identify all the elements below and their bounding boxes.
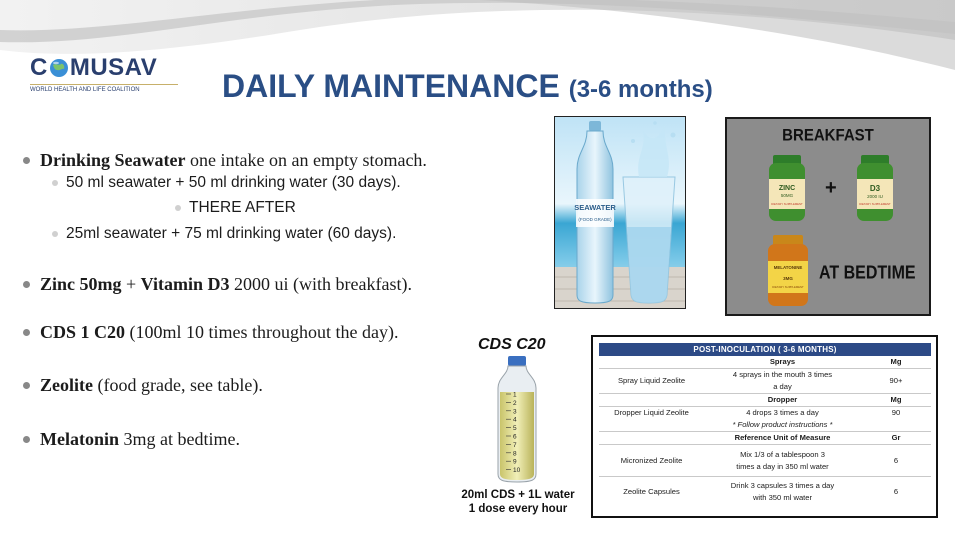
d3-type: DIETARY SUPPLEMENT	[859, 202, 891, 206]
bullet-dot	[23, 281, 30, 288]
bullet-dot	[23, 157, 30, 164]
dose-cell	[704, 477, 861, 507]
logo-wordmark	[30, 54, 180, 82]
bottle-label: SEAWATER	[574, 203, 616, 212]
bullet-zinc	[40, 274, 412, 295]
page-title	[222, 68, 713, 105]
logo-letters-musav: MUSAV	[69, 54, 158, 81]
zinc-label: ZINC	[778, 185, 796, 192]
cds-title: CDS C20	[478, 336, 546, 353]
bullet-dot	[23, 329, 30, 336]
bullet-melatonin-text: 3mg at bedtime.	[119, 429, 240, 449]
section-name: Reference Unit of Measure	[704, 432, 861, 445]
melatonin-dose: 3MG	[783, 276, 793, 281]
product-note: * Follow product instructions *	[704, 419, 861, 432]
logo-tagline: WORLD HEALTH AND LIFE COALITION	[30, 84, 178, 93]
zinc-type: DIETARY SUPPLEMENT	[771, 202, 803, 206]
section-unit: Mg	[861, 356, 931, 369]
post-inoculation-table	[599, 343, 931, 507]
cds-scale-label: 8	[513, 450, 517, 458]
post-inoculation-table-frame	[591, 335, 938, 518]
bedtime-title: AT BEDTIME	[819, 263, 916, 284]
dose-line1: Mix 1/3 of a tablespoon 3	[740, 449, 825, 459]
bullet-zinc-plus: +	[121, 274, 141, 294]
cds-bottle-image	[486, 356, 548, 484]
cds-caption-line1: 20ml CDS + 1L water	[461, 489, 575, 501]
globe-icon	[49, 58, 69, 78]
d3-label: D3	[869, 184, 881, 193]
seawater-photo	[554, 116, 686, 309]
dose-line2: with 350 ml water	[752, 492, 813, 502]
amount-cell: 6	[893, 486, 899, 496]
table-row	[599, 407, 931, 420]
logo-letter-c: C	[30, 54, 48, 81]
section-name: Dropper	[704, 394, 861, 407]
sub-bullet-3-text: 25ml seawater + 75 ml drinking water (60 days).	[66, 225, 397, 242]
cds-scale-label: 4	[513, 416, 517, 424]
product-name: Zeolite Capsules	[623, 486, 680, 496]
melatonin-bottle-image	[763, 233, 813, 309]
cds-scale-label: 10	[513, 467, 521, 475]
table-section-row	[599, 394, 931, 407]
cds-caption-line2: 1 dose every hour	[468, 503, 568, 515]
section-unit: Gr	[861, 432, 931, 445]
zinc-dose: 50MG	[780, 193, 794, 198]
bullet-cds-text: (100ml 10 times throughout the day).	[125, 322, 399, 342]
plus-sign: +	[825, 177, 837, 199]
cds-scale-label: 9	[513, 458, 517, 466]
section-name: Sprays	[704, 356, 861, 369]
dose-line2: a day	[773, 382, 792, 391]
bullet-melatonin-bold: Melatonin	[40, 429, 119, 449]
dose-cell	[704, 369, 861, 394]
dose-cell	[704, 445, 861, 477]
supplement-panel	[725, 117, 931, 316]
product-name: Micronized Zeolite	[599, 445, 704, 477]
bullet-zinc-text: 2000 ui (with breakfast).	[229, 274, 412, 294]
melatonin-label: MELATONINE	[773, 265, 803, 270]
zinc-bottle-image	[763, 153, 811, 225]
melatonin-type: DIETARY SUPPLEMENT	[772, 285, 804, 289]
sub-bullet-dot	[52, 180, 58, 186]
table-header: POST-INOCULATION ( 3-6 MONTHS)	[599, 343, 931, 356]
table-row	[599, 477, 931, 507]
sub-bullet-1	[66, 174, 401, 192]
section-unit: Mg	[861, 394, 931, 407]
table-section-row	[599, 356, 931, 369]
breakfast-title: BREAKFAST	[782, 126, 874, 145]
bullet-melatonin	[40, 429, 240, 450]
bullet-dot	[23, 382, 30, 389]
amount-cell: 90+	[861, 369, 931, 394]
bullet-seawater	[40, 150, 427, 171]
product-name: Spray Liquid Zeolite	[599, 369, 704, 394]
sub-bullet-3	[66, 225, 396, 243]
cds-scale-label: 7	[513, 441, 517, 449]
dose-line1: Drink 3 capsules 3 times a day	[730, 480, 835, 490]
bullet-vitd3-bold: Vitamin D3	[140, 274, 230, 294]
bullet-zinc-bold: Zinc 50mg	[40, 274, 122, 294]
dose-line1: 4 sprays in the mouth 3 times	[732, 370, 833, 379]
cds-scale-label: 6	[513, 433, 517, 441]
bullet-zeolite-text: (food grade, see table).	[92, 375, 263, 395]
title-main: DAILY MAINTENANCE	[222, 68, 560, 104]
dose-line2: times a day in 350 ml water	[736, 461, 829, 471]
amount-cell: 6	[861, 445, 931, 477]
cds-scale-label: 1	[513, 391, 517, 399]
table-row	[599, 445, 931, 477]
product-name: Dropper Liquid Zeolite	[614, 408, 689, 417]
cds-scale-label: 3	[513, 408, 517, 416]
comusav-logo	[30, 54, 180, 93]
sub-bullet-dot	[52, 231, 58, 237]
d3-bottle-image	[851, 153, 899, 225]
cds-scale-label: 5	[513, 425, 517, 433]
bullet-zeolite-bold: Zeolite	[40, 375, 93, 395]
d3-dose: 2000 IU	[867, 194, 883, 199]
table-note-row	[599, 419, 931, 432]
sub-bullet-dot	[175, 205, 181, 211]
table-section-row	[599, 432, 931, 445]
table-row	[599, 369, 931, 394]
title-sub: (3-6 months)	[568, 76, 713, 103]
bullet-dot	[23, 436, 30, 443]
bullet-seawater-bold: Drinking Seawater	[40, 150, 186, 170]
bottle-sublabel: (FOOD GRADE)	[578, 217, 612, 222]
bullet-seawater-text: one intake on an empty stomach.	[185, 150, 427, 170]
amount-cell: 90	[891, 408, 901, 417]
bullet-cds	[40, 322, 398, 343]
bullet-cds-bold: CDS 1 C20	[40, 322, 126, 342]
cds-scale-label: 2	[513, 399, 517, 407]
bullet-zeolite	[40, 375, 263, 396]
sub-bullet-2	[189, 199, 296, 217]
cds-caption	[448, 488, 588, 516]
dose-cell: 4 drops 3 times a day	[746, 408, 819, 417]
sub-bullet-2-text: THERE AFTER	[189, 199, 296, 216]
seawater-illustration	[555, 117, 686, 309]
sub-bullet-1-text: 50 ml seawater + 50 ml drinking water (30 days).	[66, 174, 401, 191]
